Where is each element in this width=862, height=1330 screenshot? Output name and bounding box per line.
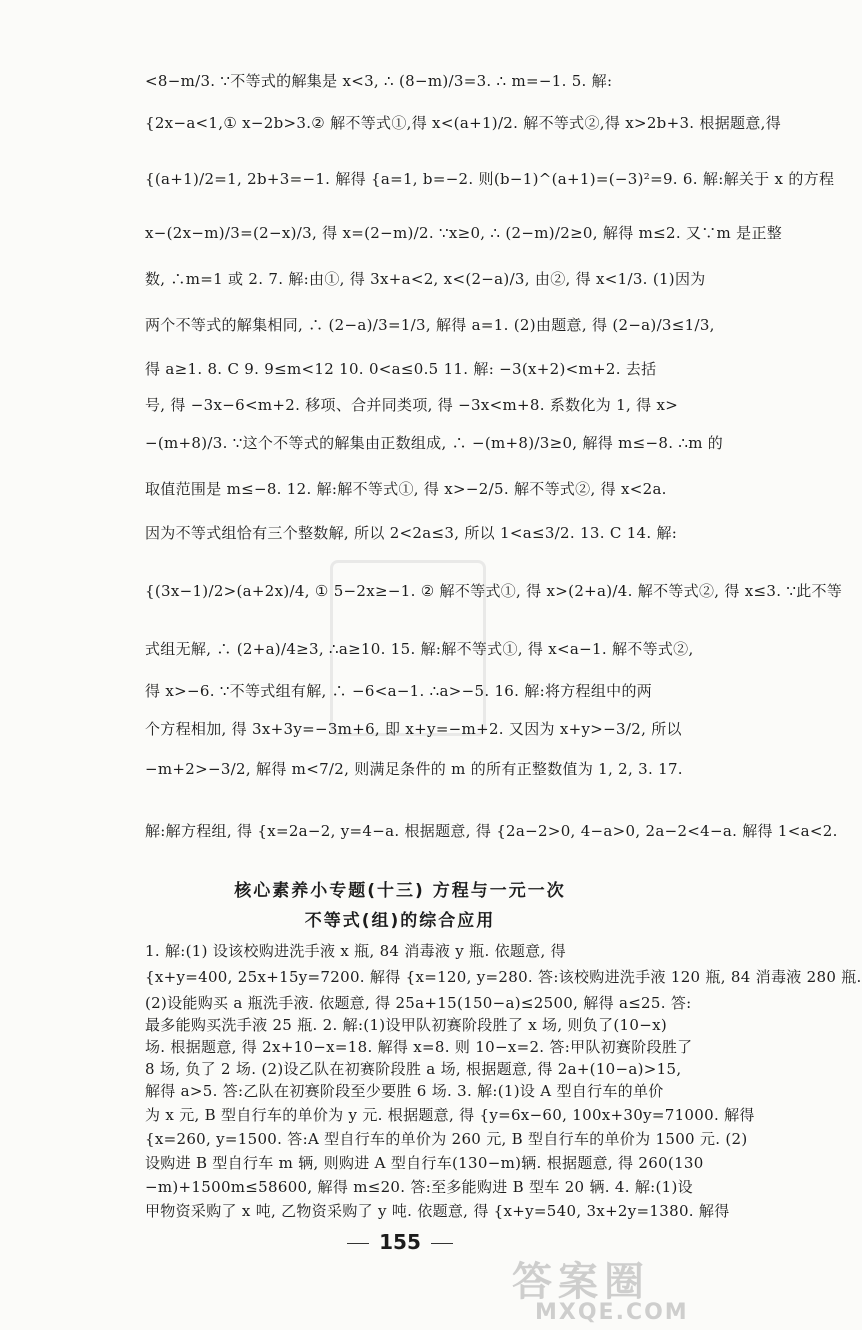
section-heading-line2: 不等式(组)的综合应用 xyxy=(304,911,496,931)
text-line: <8−m/3. ∵不等式的解集是 x<3, ∴ (8−m)/3=3. ∴ m=−1. 5. 解: xyxy=(145,72,613,90)
left-dash xyxy=(347,1243,369,1244)
text-line: −(m+8)/3. ∵这个不等式的解集由正数组成, ∴ −(m+8)/3≥0, 解得 m≤−8. ∴m 的 xyxy=(145,434,724,452)
text-line: 解:解方程组, 得 {x=2a−2, y=4−a. 根据题意, 得 {2a−2>0, 4−a>0, 2a−2<4−a. 解得 1<a<2. xyxy=(145,822,838,840)
text-line: 个方程相加, 得 3x+3y=−3m+6, 即 x+y=−m+2. 又因为 x+y>−3/2, 所以 xyxy=(145,720,682,738)
text-line: 1. 解:(1) 设该校购进洗手液 x 瓶, 84 消毒液 y 瓶. 依题意, 得 xyxy=(145,942,566,960)
text-line: 得 x>−6. ∵不等式组有解, ∴ −6<a−1. ∴a>−5. 16. 解:将方程组中的两 xyxy=(145,682,653,700)
text-line: 式组无解, ∴ (2+a)/4≥3, ∴a≥10. 15. 解:解不等式①, 得 x<a−1. 解不等式②, xyxy=(145,640,694,658)
text-line: {(a+1)/2=1, 2b+3=−1. 解得 {a=1, b=−2. 则(b−1)^(a+1)=(−3)²=9. 6. 解:解关于 x 的方程 xyxy=(145,170,835,188)
text-line: 甲物资采购了 x 吨, 乙物资采购了 y 吨. 依题意, 得 {x+y=540, 3x+2y=1380. 解得 xyxy=(145,1202,730,1220)
text-line: 得 a≥1. 8. C 9. 9≤m<12 10. 0<a≤0.5 11. 解: −3(x+2)<m+2. 去括 xyxy=(145,360,657,378)
text-line: 取值范围是 m≤−8. 12. 解:解不等式①, 得 x>−2/5. 解不等式②, 得 x<2a. xyxy=(145,480,667,498)
text-line: 场. 根据题意, 得 2x+10−x=18. 解得 x=8. 则 10−x=2. 答:甲队初赛阶段胜了 xyxy=(145,1038,693,1056)
text-line: (2)设能购买 a 瓶洗手液. 依题意, 得 25a+15(150−a)≤2500, 解得 a≤25. 答: xyxy=(145,994,692,1012)
right-dash xyxy=(431,1243,453,1244)
text-line: 因为不等式组恰有三个整数解, 所以 2<2a≤3, 所以 1<a≤3/2. 13. C 14. 解: xyxy=(145,524,678,542)
text-line: {2x−a<1,① x−2b>3.② 解不等式①,得 x<(a+1)/2. 解不等式②,得 x>2b+3. 根据题意,得 xyxy=(145,114,782,132)
text-line: {x+y=400, 25x+15y=7200. 解得 {x=120, y=280. 答:该校购进洗手液 120 瓶, 84 消毒液 280 瓶. xyxy=(145,968,862,986)
text-line: 最多能购买洗手液 25 瓶. 2. 解:(1)设甲队初赛阶段胜了 x 场, 则负了(10−x) xyxy=(145,1016,667,1034)
text-line: −m+2>−3/2, 解得 m<7/2, 则满足条件的 m 的所有正整数值为 1, 2, 3. 17. xyxy=(145,760,683,778)
section-heading-line1: 核心素养小专题(十三) 方程与一元一次 xyxy=(234,881,566,901)
text-line: 设购进 B 型自行车 m 辆, 则购进 A 型自行车(130−m)辆. 根据题意, 得 260(130 xyxy=(145,1154,704,1172)
text-line: {x=260, y=1500. 答:A 型自行车的单价为 260 元, B 型自行车的单价为 1500 元. (2) xyxy=(145,1130,748,1148)
text-line: {(3x−1)/2>(a+2x)/4, ① 5−2x≥−1. ② 解不等式①, 得 x>(2+a)/4. 解不等式②, 得 x≤3. ∵此不等 xyxy=(145,582,843,600)
text-line: x−(2x−m)/3=(2−x)/3, 得 x=(2−m)/2. ∵x≥0, ∴ (2−m)/2≥0, 解得 m≤2. 又∵m 是正整 xyxy=(145,224,783,242)
text-line: 解得 a>5. 答:乙队在初赛阶段至少要胜 6 场. 3. 解:(1)设 A 型自行车的单价 xyxy=(145,1082,664,1100)
text-line: 两个不等式的解集相同, ∴ (2−a)/3=1/3, 解得 a=1. (2)由题意, 得 (2−a)/3≤1/3, xyxy=(145,316,715,334)
text-line: 号, 得 −3x−6<m+2. 移项、合并同类项, 得 −3x<m+8. 系数化为 1, 得 x> xyxy=(145,396,679,414)
text-line: 为 x 元, B 型自行车的单价为 y 元. 根据题意, 得 {y=6x−60, 100x+30y=71000. 解得 xyxy=(145,1106,755,1124)
text-line: −m)+1500m≤58600, 解得 m≤20. 答:至多能购进 B 型车 20 辆. 4. 解:(1)设 xyxy=(145,1178,693,1196)
text-line: 数, ∴m=1 或 2. 7. 解:由①, 得 3x+a<2, x<(2−a)/3, 由②, 得 x<1/3. (1)因为 xyxy=(145,270,706,288)
watermark-logo: 答案圈 xyxy=(512,1259,650,1305)
text-line: 8 场, 负了 2 场. (2)设乙队在初赛阶段胜 a 场, 根据题意, 得 2a+(10−a)>15, xyxy=(145,1060,682,1078)
watermark-url: MXQE.COM xyxy=(535,1300,689,1325)
page-number-text: 155 xyxy=(379,1230,421,1254)
